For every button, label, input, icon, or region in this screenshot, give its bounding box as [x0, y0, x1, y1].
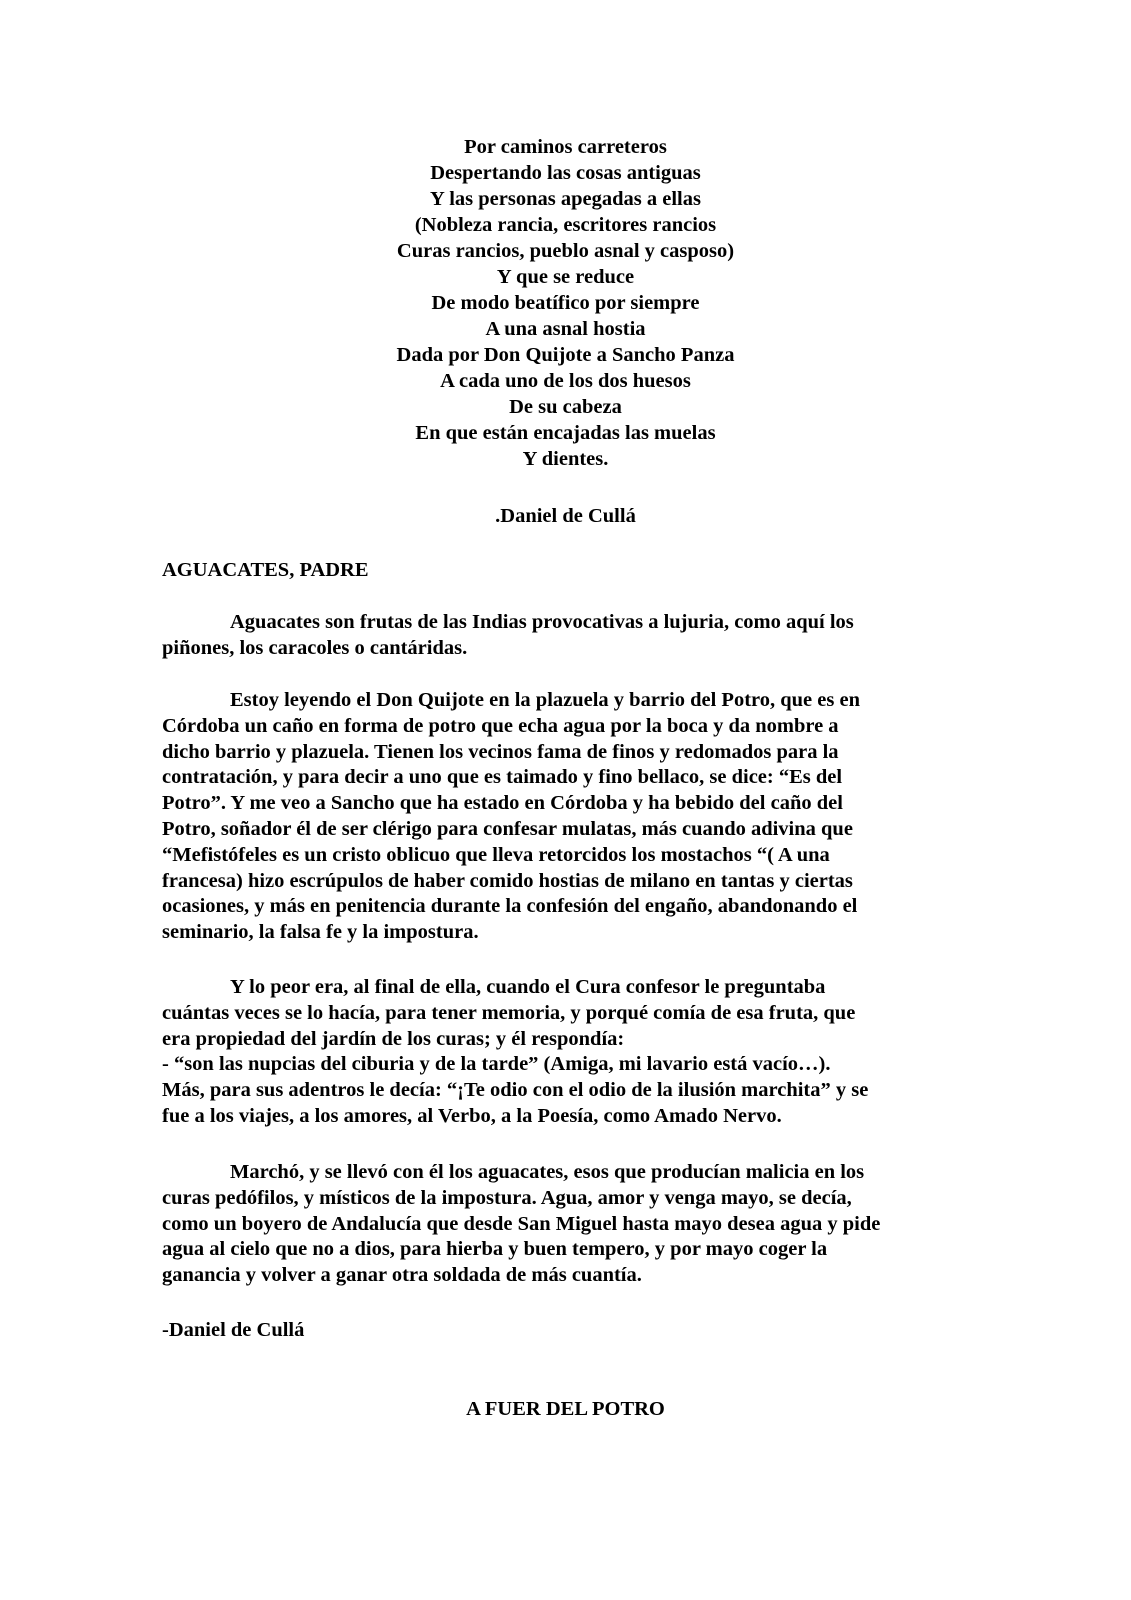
poem-line: Y que se reduce [496, 266, 635, 288]
paragraph-line: ganancia y volver a ganar otra soldada de más cuantía. [162, 1264, 642, 1287]
paragraph-line: - “son las nupcias del ciburia y de la tarde” (Amiga, mi lavario está vacío…). [162, 1053, 831, 1076]
poem-line: Despertando las cosas antiguas [430, 162, 701, 184]
paragraph-line: como un boyero de Andalucía que desde San Miguel hasta mayo desea agua y pide [162, 1212, 881, 1235]
section-title: AGUACATES, PADRE [162, 559, 369, 581]
paragraph-2 [162, 688, 972, 946]
poem-line: (Nobleza rancia, escritores rancios [414, 214, 717, 236]
paragraph-line: “Mefistófeles es un cristo oblicuo que lleva retorcidos los mostachos “( A una [162, 843, 830, 866]
paragraph-line: ocasiones, y más en penitencia durante la confesión del engaño, abandonando el [162, 895, 858, 918]
paragraph-line: Marchó, y se llevó con él los aguacates, esos que producían malicia en los [230, 1161, 865, 1183]
paragraph-line: piñones, los caracoles o cantáridas. [162, 636, 468, 659]
next-section-title: A FUER DEL POTRO [466, 1398, 665, 1420]
paragraph-line: Córdoba un caño en forma de potro que echa agua por la boca y da nombre a [162, 714, 839, 737]
poem-line: De modo beatífico por siempre [431, 292, 700, 314]
paragraph-line: era propiedad del jardín de los curas; y él respondía: [162, 1027, 625, 1050]
paragraph-line: agua al cielo que no a dios, para hierba y buen tempero, y por mayo coger la [162, 1238, 828, 1261]
paragraph-line: Potro, soñador él de ser clérigo para confesar mulatas, más cuando adivina que [162, 817, 853, 840]
poem-line: A cada uno de los dos huesos [440, 370, 691, 392]
paragraph-line: seminario, la falsa fe y la impostura. [162, 921, 479, 944]
poem [0, 134, 1131, 472]
paragraph-line: Potro”. Y me veo a Sancho que ha estado en Córdoba y ha bebido del caño del [162, 792, 843, 815]
paragraph-line: cuántas veces se lo hacía, para tener memoria, y porqué comía de esa fruta, que [162, 1001, 856, 1024]
poem-line: Por caminos carreteros [464, 136, 667, 158]
section-signature: -Daniel de Cullá [162, 1319, 305, 1341]
poem-line: De su cabeza [509, 396, 622, 418]
poem-line: Dada por Don Quijote a Sancho Panza [396, 344, 735, 366]
paragraph-line: contratación, y para decir a uno que es taimado y fino bellaco, se dice: “Es del [162, 766, 843, 789]
paragraph-line: dicho barrio y plazuela. Tienen los vecinos fama de finos y redomados para la [162, 740, 839, 763]
paragraph-line: fue a los viajes, a los amores, al Verbo, a la Poesía, como Amado Nervo. [162, 1104, 782, 1127]
paragraph-line: Más, para sus adentros le decía: “¡Te odio con el odio de la ilusión marchita” y se [162, 1079, 869, 1102]
poem-signature: .Daniel de Cullá [495, 505, 636, 527]
paragraph-4 [162, 1160, 972, 1289]
poem-line: Curas rancios, pueblo asnal y casposo) [396, 240, 735, 262]
paragraph-line: curas pedófilos, y místicos de la impostura. Agua, amor y venga mayo, se decía, [162, 1186, 852, 1209]
poem-line: En que están encajadas las muelas [415, 422, 716, 444]
paragraph-line: francesa) hizo escrúpulos de haber comido hostias de milano en tantas y ciertas [162, 869, 853, 892]
poem-line: A una asnal hostia [485, 318, 646, 340]
paragraph-3 [162, 975, 972, 1130]
paragraph-line: Y lo peor era, al final de ella, cuando el Cura confesor le preguntaba [230, 976, 826, 998]
poem-line: Y dientes. [522, 448, 609, 470]
paragraph-line: Estoy leyendo el Don Quijote en la plazuela y barrio del Potro, que es en [230, 689, 860, 711]
poem-line: Y las personas apegadas a ellas [430, 188, 701, 210]
paragraph-line: Aguacates son frutas de las Indias provocativas a lujuria, como aquí los [230, 611, 854, 633]
paragraph-1 [162, 610, 972, 662]
